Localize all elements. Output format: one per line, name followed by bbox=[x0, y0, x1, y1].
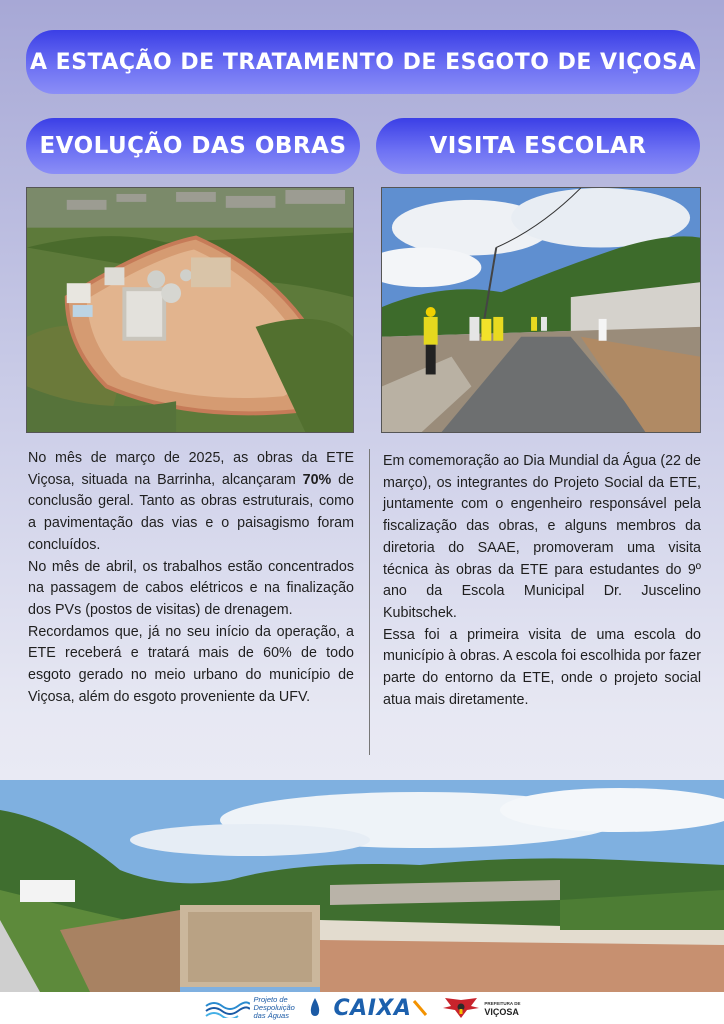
obras-paragraph-3: Recordamos que, já no seu início da operação, a ETE receberá e tratará mais de 60% de todo esgoto gerado no meio urbano do município de Viçosa, além do esgoto proveniente da UFV. bbox=[28, 623, 354, 705]
projeto-despoluicao-text: Projeto de Despoluição das Águas bbox=[253, 995, 295, 1020]
prefeitura-vicosa-logo bbox=[441, 996, 520, 1020]
panorama-photo bbox=[0, 780, 724, 992]
saae-drop-icon bbox=[310, 997, 320, 1019]
eagle-crest-icon bbox=[441, 996, 481, 1020]
waves-icon bbox=[204, 998, 250, 1018]
projeto-despoluicao-logo bbox=[204, 996, 320, 1020]
section-heading-obras: EVOLUÇÃO DAS OBRAS bbox=[26, 118, 360, 174]
visita-paragraph-2: Essa foi a primeira visita de uma escola do município à obras. A escola foi escolhida por fazer parte do entorno da ETE, onde o projeto social atua mais diretamente. bbox=[383, 626, 701, 708]
column-divider bbox=[369, 449, 370, 755]
school-visit-photo bbox=[381, 187, 701, 433]
caixa-text: CAIXA bbox=[333, 995, 412, 1021]
caixa-x-icon bbox=[413, 1000, 427, 1016]
obras-paragraph-2: No mês de abril, os trabalhos estão concentrados na passagem de cabos elétricos e na finalização dos PVs (postos de visitas) de drenagem. bbox=[28, 558, 354, 618]
completion-percentage: 70% bbox=[302, 471, 332, 488]
visita-paragraph-1: Em comemoração ao Dia Mundial da Água (22 de março), os integrantes do Projeto Social da ETE, juntamente com o engenheiro responsável pela fiscalização das obras, e alguns membros da diretoria do SAAE, promoveram uma visita técnica às obras da ETE para estudantes do 9º ano da Escola Municipal Dr. Juscelino Kubitschek. bbox=[383, 453, 701, 621]
prefeitura-label: PREFEITURA DE bbox=[484, 1001, 521, 1006]
caixa-logo bbox=[334, 996, 428, 1021]
section-heading-visita: VISITA ESCOLAR bbox=[376, 118, 700, 174]
obras-text-column bbox=[28, 448, 354, 708]
visita-text-column bbox=[383, 451, 701, 711]
footer-logos bbox=[0, 992, 724, 1024]
page-title: A ESTAÇÃO DE TRATAMENTO DE ESGOTO DE VIÇOSA bbox=[26, 30, 700, 94]
vicosa-label: VIÇOSA bbox=[484, 1007, 519, 1017]
aerial-construction-photo bbox=[26, 187, 354, 433]
obras-paragraph-1: No mês de março de 2025, as obras da ETE Viçosa, situada na Barrinha, alcançaram 70% de conclusão geral. Tanto as obras estruturais, como a pavimentação das vias e o paisagismo foram concluídos. bbox=[28, 450, 355, 553]
